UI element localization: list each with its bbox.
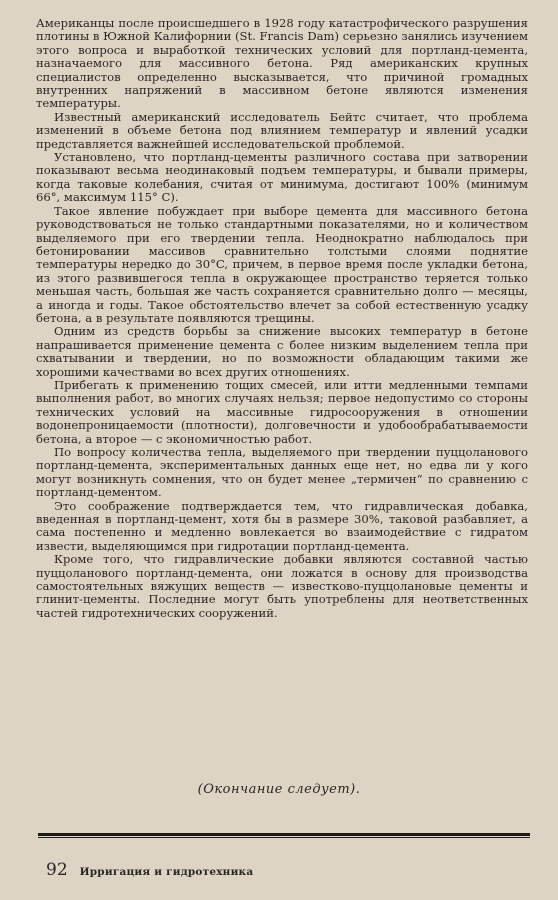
page-footer [46,860,253,880]
paragraph-3: Установлено, что портланд-цементы различного состава при затворении показывают весьма неодинаковый подъем температуры, и бывали примеры, когда таковые колебания, считая от минимума, достигают 100% (минимум 66°, максимум 115° C). [36,150,528,205]
paragraph-4: Такое явление побуждает при выборе цемента для массивного бетона руководствоваться не только стандартными показателями, но и количеством выделяемого при его твердении тепла. Неоднократно наблюдалось при бетонировании массивов сравнительно толстыми слоями поднятие температуры нередко до 30°C, причем, в первое время после укладки бетона, из этого развившегося тепла в окружающее пространство теряется только меньшая часть, большая же часть сохраняется сравнительно долго — месяцы, а иногда и годы. Такое обстоятельство влечет за собой естественную усадку бетона, а в результате появляются трещины. [36,203,528,325]
to-be-continued-note: (Окончание следует). [197,782,361,797]
paragraph-1: Американцы после происшедшего в 1928 году катастрофического разрушения плотины в Южной Калифорнии (St. Francis Dam) серьезно занялись изучением этого вопроса и выработкой технических условий для портланд-цемента, назначаемого для массивного бетона. Ряд американских крупных специалистов определенно высказывается, что причиной громадных внутренних напряжений в массивном бетоне являются изменения температуры. [36,16,528,111]
paragraph-7: По вопросу количества тепла, выделяемого при твердении пуццоланового портланд-цемента, экспериментальных данных еще нет, но едва ли у кого могут возникнуть сомнения, что он будет менее „термичен“ по сравнению с портланд-цементом. [36,445,528,500]
paragraph-5: Одним из средств борьбы за снижение высоких температур в бетоне напрашивается применение цемента с более низким выделением тепла при схватывании и твердении, но по возможности обладающим такими же хорошими качествами во всех других отношениях. [36,324,528,379]
article-body [36,17,528,620]
journal-title: Ирригация и гидротехника [79,866,254,878]
paragraph-6: Прибегать к применению тощих смесей, или итти медленными темпами выполнения работ, во многих случаях нельзя; первое недопустимо со стороны технических условий на массивные гидросооружения в отношении водонепроницаемости (плотности), долговечности и удобообрабатываемости бетона, а второе — с экономичностью работ. [36,377,528,446]
paragraph-9: Кроме того, что гидравлические добавки являются составной частью пуццоланового портланд-цемента, они ложатся в основу для производства самостоятельных вяжущих веществ — известково-пуццолановые цементы и глинит-цементы. Последние могут быть употреблены для неответственных частей гидротехнических сооружений. [36,552,528,620]
paragraph-8: Это соображение подтверждается тем, что гидравлическая добавка, введенная в портланд-цемент, хотя бы в размере 30%, таковой разбавляет, а сама постепенно и медленно вовлекается во взаимодействие с гидратом извести, выделяющимся при гидротации портланд-цемента. [36,498,528,553]
page-number: 92 [46,860,68,880]
paragraph-2: Известный американский исследователь Бейтс считает, что проблема изменений в объеме бетона под влиянием температур и явлений усадки представляется важнейшей исследовательской проблемой. [36,109,528,151]
footer-rule [38,833,530,838]
